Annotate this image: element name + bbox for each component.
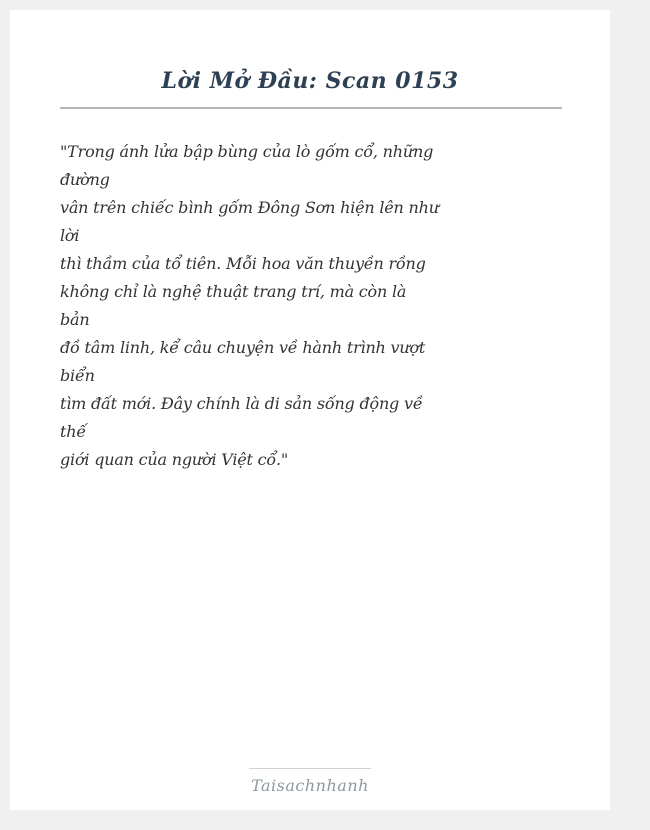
title-divider xyxy=(60,107,562,109)
document-page xyxy=(10,10,610,810)
footer-brand: Taisachnhanh xyxy=(251,776,369,795)
quote-line: thế xyxy=(60,421,86,441)
page-title: Lời Mở Đầu: Scan 0153 xyxy=(161,68,459,94)
footer-divider xyxy=(249,768,371,769)
quote-line: biển xyxy=(60,365,95,385)
quote-line: đường xyxy=(60,169,110,189)
quote-line: đồ tâm linh, kể câu chuyện về hành trình vượt xyxy=(60,337,426,357)
quote-line: bản xyxy=(60,309,90,329)
quote-line: giới quan của người Việt cổ." xyxy=(60,449,289,469)
quote-line: tìm đất mới. Đây chính là di sản sống động về xyxy=(60,393,423,413)
quote-line: "Trong ánh lửa bập bùng của lò gốm cổ, những xyxy=(60,141,434,161)
quote-line: thì thầm của tổ tiên. Mỗi hoa văn thuyền rồng xyxy=(60,253,426,273)
quote-paragraph xyxy=(10,138,610,474)
page-footer xyxy=(10,768,610,795)
quote-line: không chỉ là nghệ thuật trang trí, mà còn là xyxy=(60,281,407,301)
quote-line: lời xyxy=(60,225,80,245)
quote-line: vân trên chiếc bình gốm Đông Sơn hiện lên như xyxy=(60,197,439,217)
